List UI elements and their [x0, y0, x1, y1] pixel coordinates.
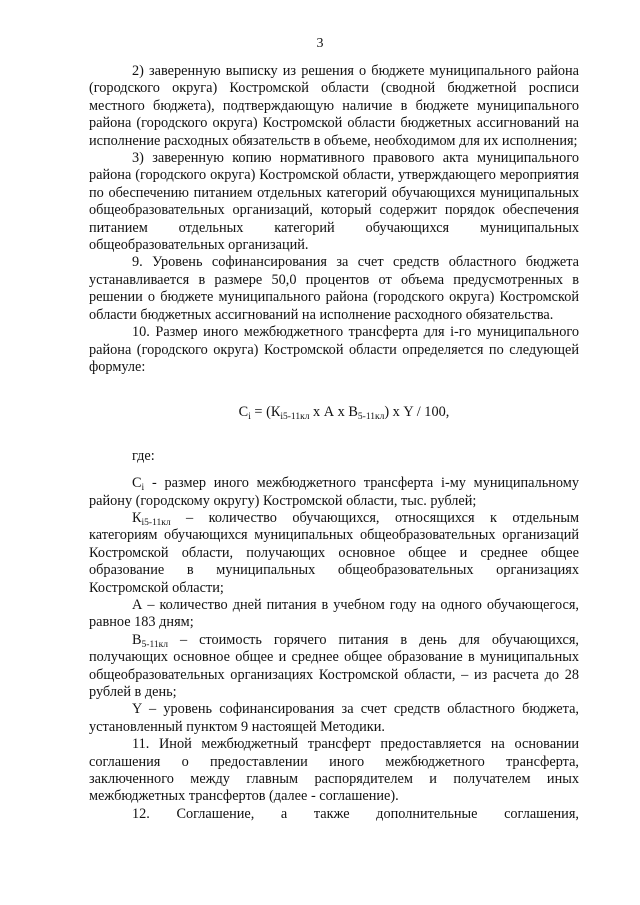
- paragraph-item-3: 3) заверенную копию нормативного правового акта муниципального района (городского округа) Костромской области, утверждающего мероприятия по обеспечению питанием отдельных категорий обучающихся муниципальных общеобразовательных организаций, который содержит порядок обеспечения питанием отдельных категорий обучающихся муниципальных общеобразовательных организаций.: [89, 150, 579, 254]
- paragraph-item-2: 2) заверенную выписку из решения о бюджете муниципального района (городского округа) Костромской области (сводной бюджетной росписи местного бюджета), подтверждающую наличие в бюджете муниципального района (городского округа) Костромской области бюджетных ассигнований на исполнение расходных обязательств в объеме, необходимом для их исполнения;: [89, 63, 579, 149]
- definition-k-sub: i5-11кл: [141, 517, 171, 528]
- paragraph-10: 10. Размер иного межбюджетного трансферта для i-го муниципального района (городского округа) Костромской области определяется по следующей формуле:: [89, 324, 579, 375]
- formula-c: C: [238, 404, 249, 421]
- where-label: где:: [132, 447, 155, 464]
- definition-k-text: – количество обучающихся, относящихся к отдельным категориям обучающихся муниципальных общеобразовательных организаций Костромской области, получающих основное общее и среднее общее образование в муниципальных общеобразовательных организациях Костромской области;: [89, 509, 579, 596]
- formula-c-sub: i: [248, 412, 251, 423]
- formula-tail: ) х Y / 100,: [384, 404, 450, 421]
- formula-k-sub: i5-11кл: [280, 412, 310, 423]
- definition-c: [89, 475, 579, 510]
- formula-b-sub: 5-11кл: [357, 412, 385, 423]
- definition-k-symbol: К: [132, 509, 142, 526]
- definition-y: Y – уровень софинансирования за счет средств областного бюджета, установленный пунктом 9 настоящей Методики.: [89, 701, 579, 735]
- formula: [89, 404, 579, 421]
- page-number: 3: [316, 36, 324, 51]
- definition-c-text: - размер иного межбюджетного трансферта i-му муниципальному району (городскому округу) Костромской области, тыс. рублей;: [89, 475, 579, 509]
- definition-b-symbol: В: [132, 631, 142, 648]
- paragraph-11: 11. Иной межбюджетный трансферт предоставляется на основании соглашения о предоставлении иного межбюджетного трансферта, заключенного между главным распорядителем и получателем иных межбюджетных трансфертов (далее - соглашение).: [89, 736, 579, 805]
- paragraph-12: 12. Соглашение, а также дополнительные соглашения,: [132, 805, 579, 822]
- definition-c-symbol: C: [132, 475, 142, 492]
- formula-eq: = (К: [250, 404, 281, 421]
- document-body: [89, 63, 579, 823]
- paragraph-9: 9. Уровень софинансирования за счет средств областного бюджета устанавливается в размере 50,0 процентов от объема предусмотренных в решении о бюджете муниципального района (городского округа) Костромской области бюджетных ассигнований на исполнение расходного обязательства.: [89, 254, 579, 323]
- formula-mid: х А х В: [309, 404, 358, 421]
- definition-a: А – количество дней питания в учебном году на одного обучающегося, равное 183 дням;: [89, 596, 579, 631]
- definition-b-text: – стоимость горячего питания в день для обучающихся, получающих основное общее и среднее общее образование в муниципальных общеобразовательных организациях Костромской области, – из расчета до 28 рублей в день;: [89, 631, 579, 700]
- definition-k: [89, 510, 579, 597]
- definition-b: [89, 632, 579, 702]
- definition-b-sub: 5-11кл: [141, 639, 168, 650]
- definition-c-sub: i: [141, 483, 145, 494]
